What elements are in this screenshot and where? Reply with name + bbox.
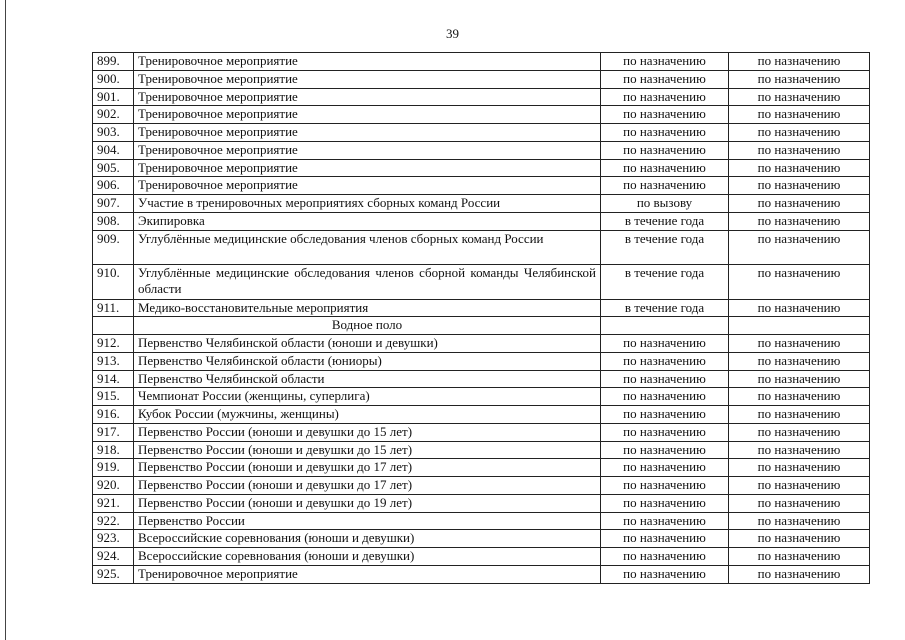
timing-cell: по вызову [601,195,729,213]
table-row [93,494,870,512]
assignment-cell: по назначению [729,53,870,71]
row-number-cell: 908. [93,212,134,230]
assignment-cell: по назначению [729,352,870,370]
assignment-cell: по назначению [729,141,870,159]
timing-cell: по назначению [601,177,729,195]
event-name-cell: Всероссийские соревнования (юноши и девушки) [134,530,601,548]
timing-cell: по назначению [601,406,729,424]
timing-cell: по назначению [601,441,729,459]
table-row [93,352,870,370]
assignment-cell: по назначению [729,88,870,106]
table-row [93,370,870,388]
row-number-cell: 911. [93,299,134,317]
assignment-cell: по назначению [729,230,870,265]
page-number: 39 [446,26,459,41]
assignment-cell: по назначению [729,70,870,88]
assignment-cell: по назначению [729,459,870,477]
assignment-cell: по назначению [729,477,870,495]
event-name-cell: Медико-восстановительные мероприятия [134,299,601,317]
assignment-cell: по назначению [729,388,870,406]
assignment-cell: по назначению [729,548,870,566]
event-name-cell: Тренировочное мероприятие [134,565,601,583]
table-row [93,388,870,406]
row-number-cell: 910. [93,265,134,300]
row-number-cell: 906. [93,177,134,195]
schedule-table-body [93,53,870,584]
event-name-cell: Тренировочное мероприятие [134,159,601,177]
timing-cell: по назначению [601,106,729,124]
row-number-cell: 914. [93,370,134,388]
event-name-cell: Кубок России (мужчины, женщины) [134,406,601,424]
event-name-cell: Тренировочное мероприятие [134,88,601,106]
table-row [93,106,870,124]
table-row [93,459,870,477]
assignment-cell: по назначению [729,335,870,353]
assignment-cell: по назначению [729,565,870,583]
empty-cell [729,317,870,335]
table-row [93,70,870,88]
event-name-cell: Тренировочное мероприятие [134,53,601,71]
timing-cell: по назначению [601,370,729,388]
table-row [93,299,870,317]
timing-cell: по назначению [601,159,729,177]
event-name-cell: Первенство России (юноши и девушки до 17 лет) [134,459,601,477]
row-number-cell: 925. [93,565,134,583]
timing-cell: в течение года [601,299,729,317]
table-row [93,53,870,71]
timing-cell: по назначению [601,352,729,370]
event-name-cell: Первенство России (юноши и девушки до 19 лет) [134,494,601,512]
table-row [93,141,870,159]
timing-cell: по назначению [601,53,729,71]
timing-cell: в течение года [601,265,729,300]
table-row [93,159,870,177]
table-row [93,512,870,530]
table-row [93,177,870,195]
event-name-cell: Тренировочное мероприятие [134,70,601,88]
assignment-cell: по назначению [729,370,870,388]
assignment-cell: по назначению [729,159,870,177]
timing-cell: по назначению [601,141,729,159]
assignment-cell: по назначению [729,441,870,459]
table-row [93,124,870,142]
timing-cell: по назначению [601,477,729,495]
row-number-cell: 924. [93,548,134,566]
assignment-cell: по назначению [729,512,870,530]
table-row [93,230,870,265]
event-name-cell: Первенство Челябинской области (юноши и девушки) [134,335,601,353]
timing-cell: по назначению [601,494,729,512]
assignment-cell: по назначению [729,124,870,142]
row-number-cell: 909. [93,230,134,265]
row-number-cell: 915. [93,388,134,406]
event-name-cell: Первенство России (юноши и девушки до 15 лет) [134,423,601,441]
empty-cell [601,317,729,335]
table-row [93,88,870,106]
table-row [93,477,870,495]
table-row [93,406,870,424]
timing-cell: по назначению [601,459,729,477]
table-row [93,530,870,548]
timing-cell: по назначению [601,124,729,142]
row-number-cell: 923. [93,530,134,548]
event-name-cell: Тренировочное мероприятие [134,124,601,142]
event-name-cell: Углублённые медицинские обследования членов сборных команд России [134,230,601,265]
row-number-cell: 921. [93,494,134,512]
row-number-cell [93,317,134,335]
event-name-cell: Тренировочное мероприятие [134,177,601,195]
timing-cell: по назначению [601,70,729,88]
page-edge-line [5,0,6,640]
event-name-cell: Первенство России [134,512,601,530]
row-number-cell: 905. [93,159,134,177]
timing-cell: по назначению [601,388,729,406]
row-number-cell: 918. [93,441,134,459]
assignment-cell: по назначению [729,212,870,230]
timing-cell: по назначению [601,88,729,106]
assignment-cell: по назначению [729,265,870,300]
table-row [93,212,870,230]
event-name-cell: Углублённые медицинские обследования членов сборной команды Челябинской области [134,265,601,300]
timing-cell: по назначению [601,565,729,583]
timing-cell: по назначению [601,512,729,530]
assignment-cell: по назначению [729,406,870,424]
section-header-row [93,317,870,335]
row-number-cell: 902. [93,106,134,124]
row-number-cell: 900. [93,70,134,88]
row-number-cell: 899. [93,53,134,71]
table-row [93,335,870,353]
row-number-cell: 903. [93,124,134,142]
table-row [93,565,870,583]
timing-cell: по назначению [601,335,729,353]
row-number-cell: 904. [93,141,134,159]
event-name-cell: Всероссийские соревнования (юноши и девушки) [134,548,601,566]
event-name-cell: Участие в тренировочных мероприятиях сборных команд России [134,195,601,213]
event-name-cell: Экипировка [134,212,601,230]
schedule-table [92,52,870,584]
assignment-cell: по назначению [729,106,870,124]
event-name-cell: Первенство Челябинской области [134,370,601,388]
row-number-cell: 917. [93,423,134,441]
row-number-cell: 920. [93,477,134,495]
row-number-cell: 912. [93,335,134,353]
event-name-cell: Тренировочное мероприятие [134,106,601,124]
row-number-cell: 919. [93,459,134,477]
event-name-cell: Первенство России (юноши и девушки до 17 лет) [134,477,601,495]
row-number-cell: 916. [93,406,134,424]
assignment-cell: по назначению [729,530,870,548]
assignment-cell: по назначению [729,494,870,512]
table-row [93,441,870,459]
assignment-cell: по назначению [729,299,870,317]
table-row [93,265,870,300]
timing-cell: по назначению [601,548,729,566]
table-row [93,548,870,566]
event-name-cell: Чемпионат России (женщины, суперлига) [134,388,601,406]
timing-cell: в течение года [601,212,729,230]
table-row [93,195,870,213]
timing-cell: по назначению [601,530,729,548]
row-number-cell: 922. [93,512,134,530]
row-number-cell: 907. [93,195,134,213]
timing-cell: в течение года [601,230,729,265]
event-name-cell: Первенство России (юноши и девушки до 15 лет) [134,441,601,459]
timing-cell: по назначению [601,423,729,441]
event-name-cell: Первенство Челябинской области (юниоры) [134,352,601,370]
event-name-cell: Тренировочное мероприятие [134,141,601,159]
row-number-cell: 901. [93,88,134,106]
assignment-cell: по назначению [729,195,870,213]
assignment-cell: по назначению [729,177,870,195]
table-row [93,423,870,441]
assignment-cell: по назначению [729,423,870,441]
section-title: Водное поло [134,317,601,335]
row-number-cell: 913. [93,352,134,370]
